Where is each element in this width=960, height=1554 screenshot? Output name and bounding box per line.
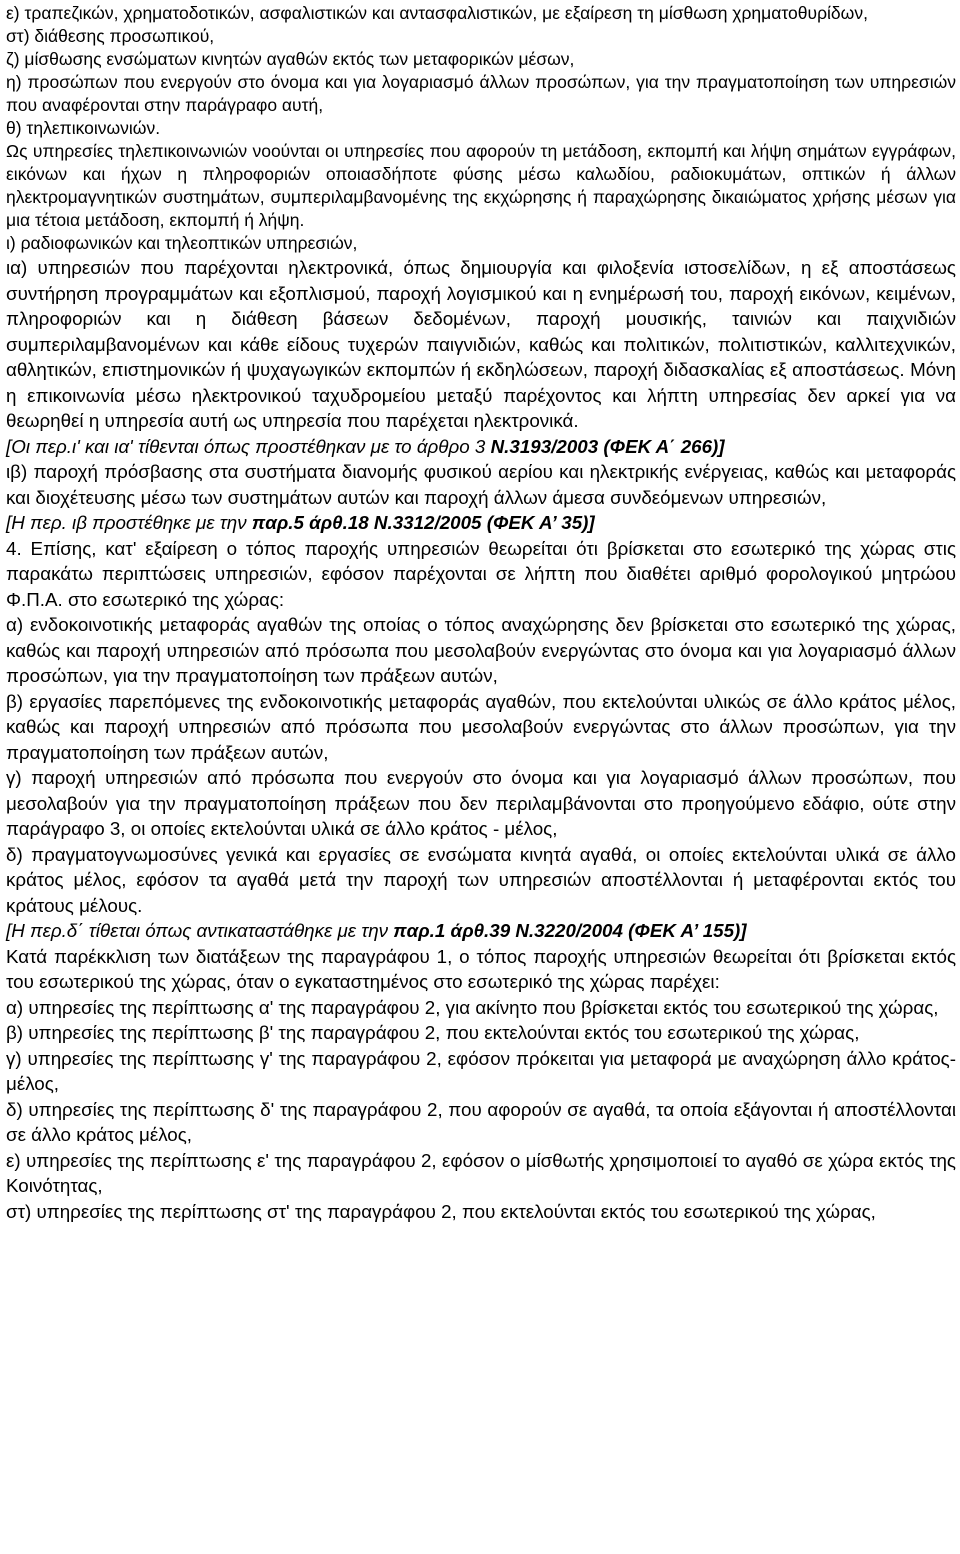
amendment-note-2 bbox=[6, 510, 956, 536]
paragraph-derogation: Κατά παρέκκλιση των διατάξεων της παραγράφου 1, ο τόπος παροχής υπηρεσιών θεωρείται ότι βρίσκεται εκτός του εσωτερικού της χώρας, όταν ο εγκαταστημένος στο εσωτερικό της χώρας παρέχει: bbox=[6, 945, 956, 992]
paragraph-derogation-d: δ) υπηρεσίες της περίπτωσης δ' της παραγράφου 2, που αφορούν σε αγαθά, τα οποία εξάγονται ή αποστέλλονται σε άλλο κράτος μέλος, bbox=[6, 1098, 956, 1145]
paragraph-ia: ια) υπηρεσιών που παρέχονται ηλεκτρονικά, όπως δημιουργία και φιλοξενία ιστοσελίδων, η εξ αποστάσεως συντήρηση προγραμμάτων και εξοπλισμού, παροχή λογισμικού και η ενημέρωσή του, παροχή εικόνων, κειμένων, πληροφοριών και η διάθεση βάσεων δεδομένων, παροχή μουσικής, ταινιών και παιχνιδιών συμπεριλαμβανομένων και κάθε είδους τυχερών παιγνιδιών, καθώς και πολιτικών, πολιτιστικών, καλλιτεχνικών, αθλητικών, επιστημονικών ή ψυχαγωγικών εκπομπών ή εκδηλώσεων, παροχή διδασκαλίας εξ αποστάσεως. Μόνη η επικοινωνία μέσω ηλεκτρονικού ταχυδρομείου μεταξύ παρέχοντος και λήπτη υπηρεσίας δεν αρκεί για να θεωρηθεί η υπηρεσία αυτή ως υπηρεσία που παρέχεται ηλεκτρονικά. bbox=[6, 257, 956, 431]
paragraph-z: ζ) μίσθωσης ενσώματων κινητών αγαθών εκτός των μεταφορικών μέσων, bbox=[6, 49, 575, 69]
amendment-note-1 bbox=[6, 434, 956, 460]
paragraph-derogation-e: ε) υπηρεσίες της περίπτωσης ε' της παραγράφου 2, εφόσον ο μίσθωτής χρησιμοποιεί το αγαθό σε χώρα εκτός της Κοινότητας, bbox=[6, 1149, 956, 1196]
paragraph-th: θ) τηλεπικοινωνιών. bbox=[6, 118, 161, 138]
paragraph-4-g: γ) παροχή υπηρεσιών από πρόσωπα που ενεργούν στο όνομα και για λογαριασμό άλλων προσώπων, που μεσολαβούν για την πραγματοποίηση πράξεων που δεν περιλαμβάνονται στο προηγούμενο εδάφιο, ούτε στην παράγραφο 3, οι οποίες εκτελούνται υλικά σε άλλο κράτος - μέλος, bbox=[6, 767, 956, 839]
paragraph-derogation-g: γ) υπηρεσίες της περίπτωσης γ' της παραγράφου 2, εφόσον πρόκειται για μεταφορά με αναχώρηση άλλο κράτος- μέλος, bbox=[6, 1047, 956, 1094]
paragraph-i: η) προσώπων που ενεργούν στο όνομα και για λογαριασμό άλλων προσώπων, για την πραγματοποίηση των υπηρεσιών που αναφέρονται στην παράγραφο αυτή, bbox=[6, 72, 956, 115]
paragraph-derogation-st: στ) υπηρεσίες της περίπτωσης στ' της παραγράφου 2, που εκτελούνται εκτός του εσωτερικού της χώρας, bbox=[6, 1200, 876, 1222]
paragraph-4-d: δ) πραγματογνωμοσύνες γενικά και εργασίες σε ενσώματα κινητά αγαθά, οι οποίες εκτελούνται υλικά σε άλλο κράτος μέλος, εφόσον τα αγαθά μετά την παροχή των υπηρεσιών αποστέλλονται ή μεταφέρονται εκτός του κράτους μέλους. bbox=[6, 843, 956, 916]
paragraph-4: 4. Επίσης, κατ' εξαίρεση ο τόπος παροχής υπηρεσιών θεωρείται ότι βρίσκεται στο εσωτερικό της χώρας στις παρακάτω περιπτώσεις υπηρεσιών, εφόσον παρέχονται σε λήπτη που διαθέτει αριθμό φορολογικού μητρώου Φ.Π.Α. στο εσωτερικό της χώρας: bbox=[6, 537, 956, 610]
paragraph-derogation-a: α) υπηρεσίες της περίπτωσης α' της παραγράφου 2, για ακίνητο που βρίσκεται εκτός του εσωτερικού της χώρας, bbox=[6, 996, 939, 1018]
paragraph-st: στ) διάθεσης προσωπικού, bbox=[6, 26, 215, 46]
paragraph-4-b: β) εργασίες παρεπόμενες της ενδοκοινοτικής μεταφοράς αγαθών, που εκτελούνται υλικώς σε άλλο κράτος μέλος, καθώς και παροχή υπηρεσιών από πρόσωπα που μεσολαβούν ενεργώντας στο άλλων προσώπων, για την πραγματοποίηση των πράξεων αυτών, bbox=[6, 690, 956, 763]
note-law-reference: Ν.3193/2003 (ΦΕΚ Α΄ 266)] bbox=[490, 435, 725, 457]
note-text: [Οι περ.ι' και ια' τίθενται όπως προστέθηκαν με το άρθρο 3 bbox=[6, 435, 491, 457]
amendment-note-3 bbox=[6, 918, 956, 944]
paragraph-4-a: α) ενδοκοινοτικής μεταφοράς αγαθών της οποίας ο τόπος αναχώρησης δεν βρίσκεται στο εσωτερικό της χώρας, καθώς και παροχή υπηρεσιών από πρόσωπα που μεσολαβούν ενεργώντας στο όνομα και για λογαριασμό άλλων προσώπων, για την πραγματοποίηση των πράξεων αυτών, bbox=[6, 614, 956, 686]
note-law-reference: παρ.1 άρθ.39 Ν.3220/2004 (ΦΕΚ Α’ 155)] bbox=[393, 920, 747, 941]
note-text: [Η περ. ιβ προστέθηκε με την bbox=[6, 512, 252, 533]
paragraph-derogation-b: β) υπηρεσίες της περίπτωσης β' της παραγράφου 2, που εκτελούνται εκτός του εσωτερικού της χώρας, bbox=[6, 1022, 860, 1043]
document-page bbox=[6, 2, 956, 1224]
paragraph-telecom-definition: Ως υπηρεσίες τηλεπικοινωνιών νοούνται οι υπηρεσίες που αφορούν τη μετάδοση, εκπομπή και λήψη σημάτων εγγράφων, εικόνων και ήχων η πληροφοριών οποιασδήποτε φύσης μέσω καλωδίου, ραδιοκυμάτων, οπτικών ή άλλων ηλεκτρομαγνητικών συστημάτων, συμπεριλαμβανομένης της εκχώρησης ή παραχώρησης δικαιώματος χρήσης μέσων για μια τέτοια μετάδοση, εκπομπή ή λήψη. bbox=[6, 141, 956, 230]
paragraph-iota: ι) ραδιοφωνικών και τηλεοπτικών υπηρεσιών, bbox=[6, 233, 358, 253]
paragraph-ib: ιβ) παροχή πρόσβασης στα συστήματα διανομής φυσικού αερίου και ηλεκτρικής ενέργειας, καθώς και μεταφοράς και διοχέτευσης μέσω των συστημάτων αυτών και παροχή άλλων άμεσα συνδεόμενων υπηρεσιών, bbox=[6, 461, 956, 508]
note-law-reference: παρ.5 άρθ.18 Ν.3312/2005 (ΦΕΚ Α’ 35)] bbox=[251, 512, 595, 533]
paragraph-e: ε) τραπεζικών, χρηματοδοτικών, ασφαλιστικών και αντασφαλιστικών, με εξαίρεση τη μίσθωση χρηματοθυρίδων, bbox=[6, 3, 868, 23]
note-text: [Η περ.δ΄ τίθεται όπως αντικαταστάθηκε με την bbox=[6, 920, 394, 941]
